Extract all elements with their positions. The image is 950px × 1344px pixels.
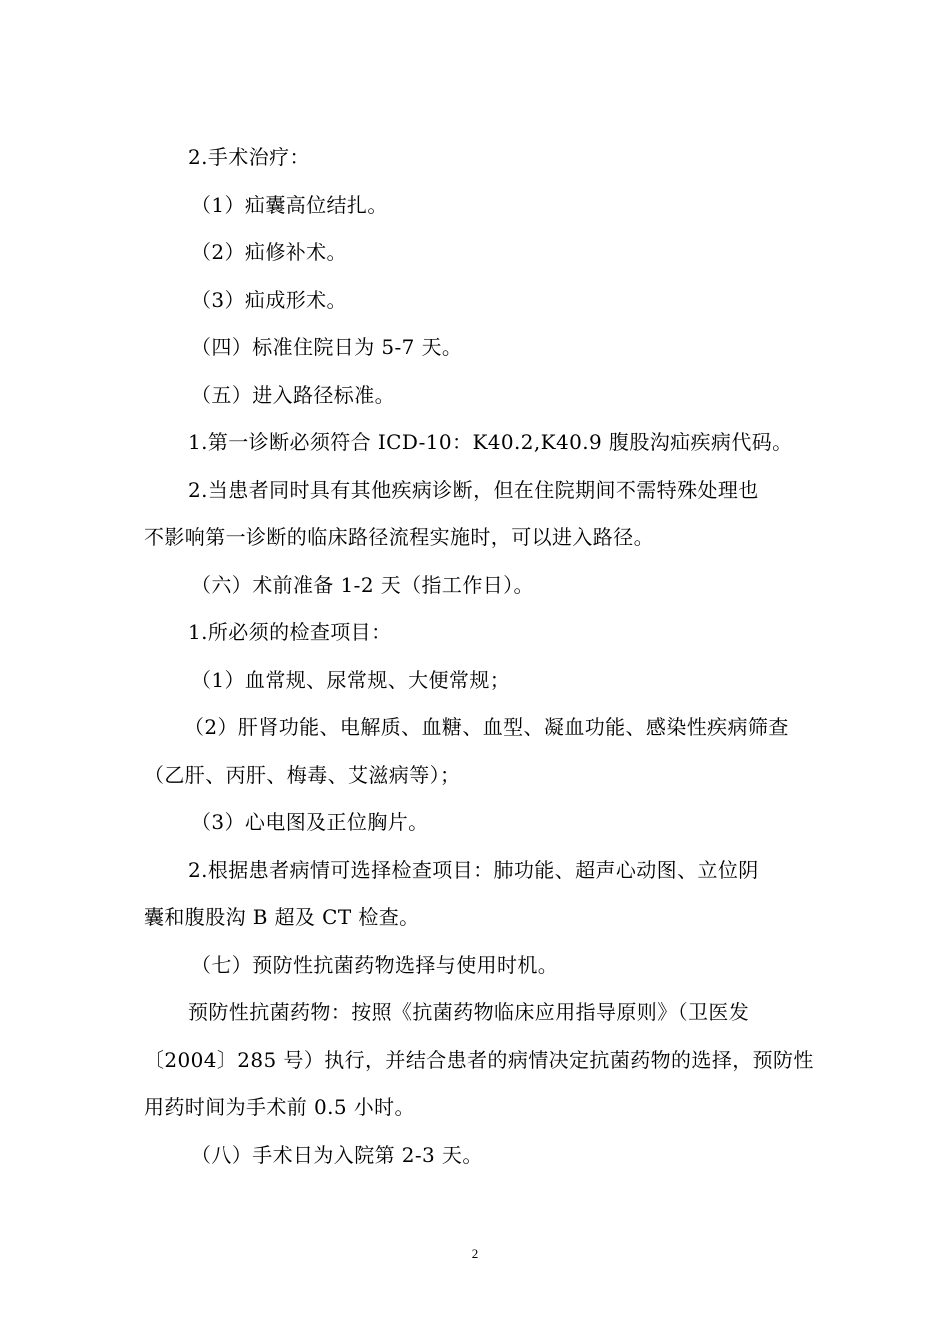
text-line: 1.所必须的检查项目：: [188, 620, 392, 644]
text-line: （乙肝、丙肝、梅毒、艾滋病等）；: [144, 762, 461, 787]
text-line: 2.当患者同时具有其他疾病诊断，但在住院期间不需特殊处理也: [188, 477, 759, 502]
text-line: （八）手术日为入院第 2-3 天。: [191, 1142, 483, 1167]
text-line: 1.第一诊断必须符合 ICD-10：K40.2,K40.9 腹股沟疝疾病代码。: [188, 430, 793, 454]
text-line: （2）疝修补术。: [191, 240, 347, 264]
text-line: 用药时间为手术前 0.5 小时。: [144, 1095, 415, 1119]
text-line: 预防性抗菌药物：按照《抗菌药物临床应用指导原则》（卫医发: [188, 1000, 750, 1024]
text-line: （七）预防性抗菌药物选择与使用时机。: [191, 952, 559, 977]
text-line: （1）疝囊高位结扎。: [191, 192, 388, 217]
text-line: （2）肝肾功能、电解质、血糖、血型、凝血功能、感染性疾病筛查: [184, 715, 789, 739]
text-line: 不影响第一诊断的临床路径流程实施时，可以进入路径。: [144, 525, 654, 549]
document-body: [144, 134, 812, 1179]
text-line: 2.手术治疗：: [188, 145, 310, 169]
text-line: （五）进入路径标准。: [191, 382, 395, 407]
page-number: 2: [471, 1246, 479, 1261]
text-line: 囊和腹股沟 B 超及 CT 检查。: [144, 905, 420, 929]
text-line: （3）疝成形术。: [191, 287, 347, 312]
text-line: 〔2004〕285 号）执行，并结合患者的病情决定抗菌药物的选择，预防性: [144, 1047, 814, 1072]
text-line: （1）血常规、尿常规、大便常规；: [191, 667, 511, 692]
text-line: （六）术前准备 1-2 天（指工作日）。: [191, 572, 534, 597]
text-line: 2.根据患者病情可选择检查项目：肺功能、超声心动图、立位阴: [188, 857, 759, 882]
text-line: （3）心电图及正位胸片。: [191, 810, 429, 834]
text-line: （四）标准住院日为 5-7 天。: [191, 335, 463, 359]
